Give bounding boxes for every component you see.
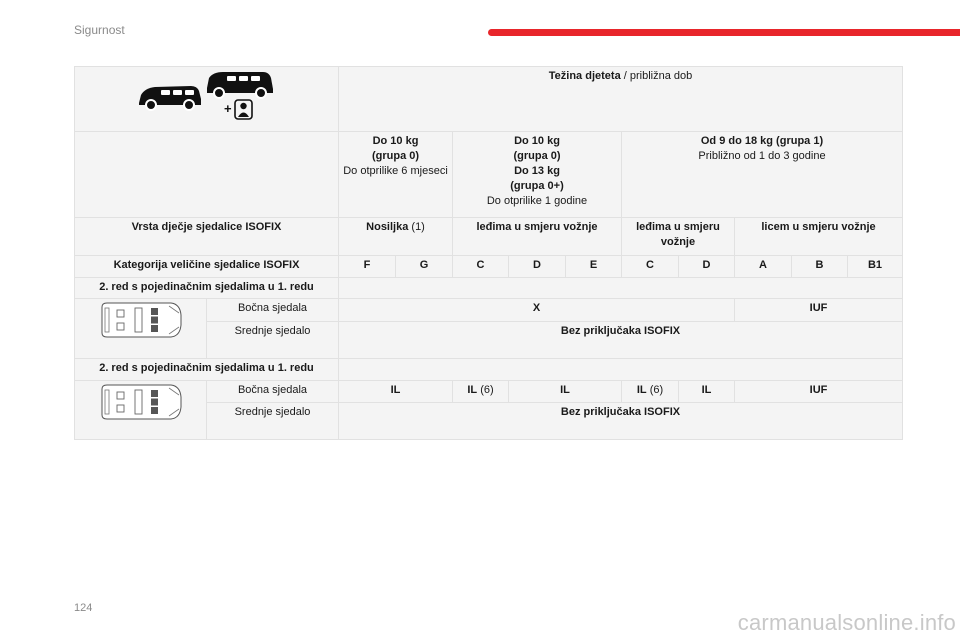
side-seats-label: Bočna sjedala <box>207 299 339 322</box>
group-line: (grupa 0+) <box>510 180 564 192</box>
side-seats-value <box>453 381 509 403</box>
side-seats-value: IUF <box>735 381 903 403</box>
vehicle-icons <box>78 69 335 121</box>
side-seats-value: X <box>339 299 735 322</box>
middle-seat-label: Srednje sjedalo <box>207 322 339 359</box>
group-line: Približno od 1 do 3 godine <box>698 150 826 162</box>
group-line: Do otprilike 6 mjeseci <box>343 165 448 177</box>
isofix-seat-table <box>74 66 903 440</box>
side-seats-value <box>622 381 679 403</box>
type-rear-facing: leđima u smjeru vožnje <box>622 218 735 256</box>
child-weight-heading <box>339 67 903 132</box>
group-line: Do otprilike 1 godine <box>486 195 588 207</box>
size-code: B <box>792 256 848 278</box>
size-code: C <box>622 256 679 278</box>
group-line: Od 9 do 18 kg (grupa 1) <box>700 135 824 147</box>
page-number: 124 <box>74 602 93 614</box>
table-header-row <box>75 67 903 132</box>
middle-seat-value: Bez priključaka ISOFIX <box>339 322 903 359</box>
group-line: Do 10 kg <box>514 135 560 147</box>
svg-text:+: + <box>223 101 232 116</box>
section-2-side-row <box>75 381 903 403</box>
group-line: Do 10 kg <box>372 135 419 147</box>
weight-heading-rest: / približna dob <box>620 70 693 82</box>
seat-layout-icon <box>99 383 183 421</box>
isofix-type-label: Vrsta dječje sjedalice ISOFIX <box>75 218 339 256</box>
watermark: carmanualsonline.info <box>737 610 956 635</box>
side-seats-value: IL <box>509 381 622 403</box>
weight-heading-bold: Težina djeteta <box>548 70 621 82</box>
isofix-type-row <box>75 218 903 256</box>
vehicle-icons-cell <box>75 67 339 132</box>
size-category-row <box>75 256 903 278</box>
il-label: IL <box>467 384 478 396</box>
section-title: 2. red s pojedinačnim sjedalima u 1. redu <box>75 278 339 299</box>
size-code: F <box>339 256 396 278</box>
type-rear-facing: leđima u smjeru vožnje <box>453 218 622 256</box>
seat-layout-cell <box>75 299 207 359</box>
van-and-child-seat-icon <box>137 69 277 121</box>
side-seats-value: IL <box>679 381 735 403</box>
type-carrycot <box>339 218 453 256</box>
size-code: B1 <box>848 256 903 278</box>
header-accent-bar <box>488 29 960 36</box>
empty-cell <box>75 132 339 218</box>
size-code: C <box>453 256 509 278</box>
carrycot-note: (1) <box>408 221 425 233</box>
side-seats-value: IUF <box>735 299 903 322</box>
seat-layout-icon <box>99 301 183 339</box>
group-0-plus <box>453 132 622 218</box>
size-code: D <box>679 256 735 278</box>
size-category-label: Kategorija veličine sjedalice ISOFIX <box>75 256 339 278</box>
empty-cell <box>339 278 903 299</box>
group-1 <box>622 132 903 218</box>
section-title: 2. red s pojedinačnim sjedalima u 1. redu <box>75 359 339 381</box>
weight-groups-row <box>75 132 903 218</box>
size-code: A <box>735 256 792 278</box>
carrycot-label: Nosiljka <box>366 221 409 233</box>
group-0-carrycot <box>339 132 453 218</box>
middle-seat-label: Srednje sjedalo <box>207 403 339 440</box>
middle-seat-value: Bez priključaka ISOFIX <box>339 403 903 440</box>
il-label: IL <box>636 384 647 396</box>
side-seats-label: Bočna sjedala <box>207 381 339 403</box>
size-code: E <box>566 256 622 278</box>
il-note: (6) <box>646 384 664 396</box>
section-title: Sigurnost <box>74 23 125 37</box>
section-1-side-row <box>75 299 903 322</box>
group-line: (grupa 0) <box>371 150 420 162</box>
type-forward-facing: licem u smjeru vožnje <box>735 218 903 256</box>
section-1-title-row <box>75 278 903 299</box>
seat-layout-cell <box>75 381 207 440</box>
empty-cell <box>339 359 903 381</box>
section-2-title-row <box>75 359 903 381</box>
size-code: D <box>509 256 566 278</box>
side-seats-value: IL <box>339 381 453 403</box>
group-line: (grupa 0) <box>513 150 561 162</box>
group-line: Do 13 kg <box>514 165 560 177</box>
size-code: G <box>396 256 453 278</box>
il-note: (6) <box>477 384 494 396</box>
